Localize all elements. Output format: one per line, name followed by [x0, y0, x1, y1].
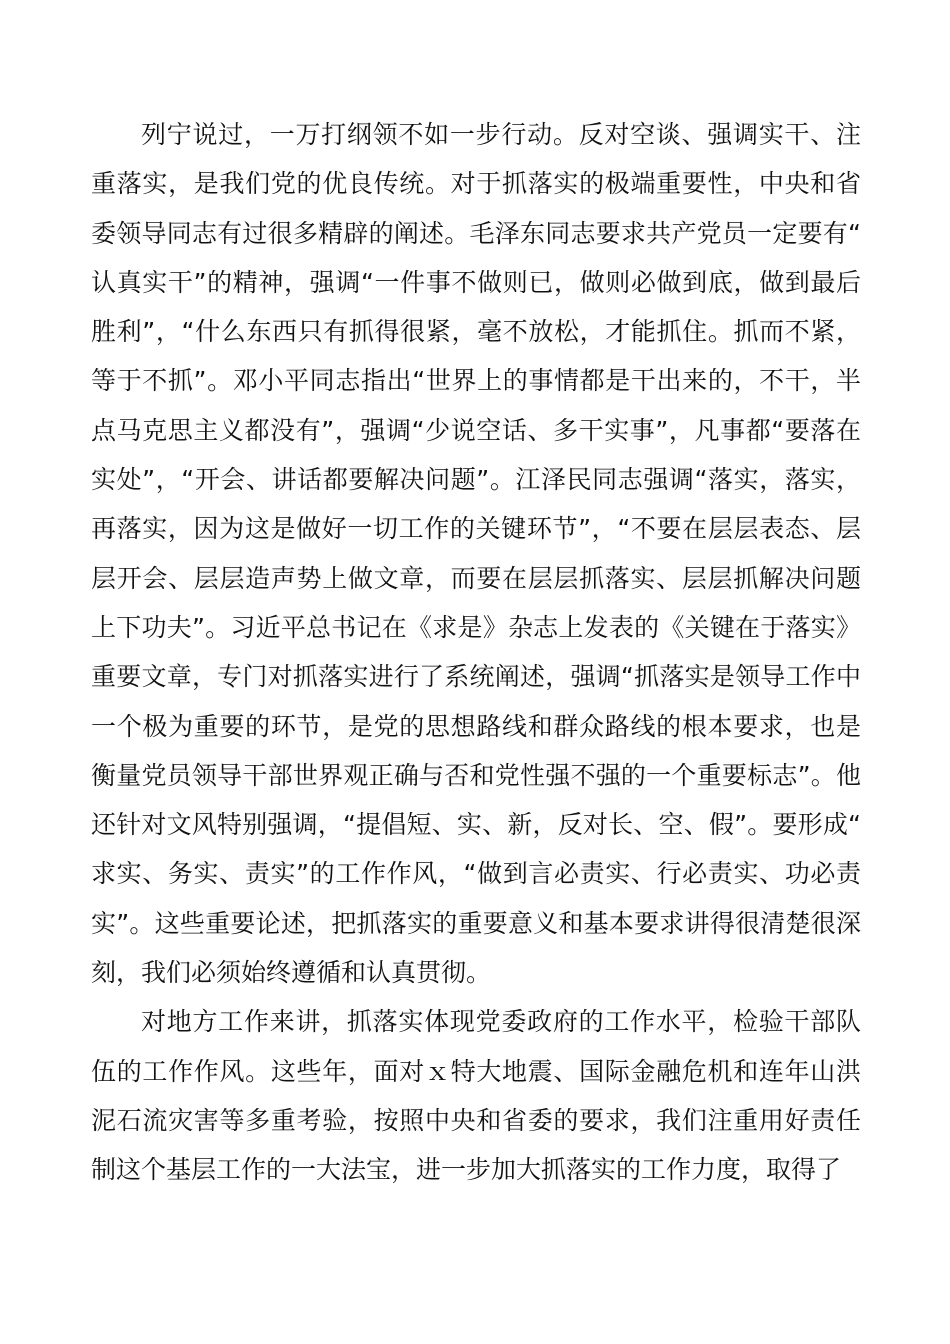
paragraph-1: 列宁说过，一万打纲领不如一步行动。反对空谈、强调实干、注重落实，是我们党的优良传统。对于抓落实的极端重要性，中央和省委领导同志有过很多精辟的阐述。毛泽东同志要求共产党员一定要有“认真实干”的精神，强调“一件事不做则已，做则必做到底，做到最后胜利”，“什么东西只有抓得很紧，毫不放松，才能抓住。抓而不紧，等于不抓”。邓小平同志指出“世界上的事情都是干出来的，不干，半点马克思主义都没有”，强调“少说空话、多干实事”，凡事都“要落在实处”，“开会、讲话都要解决问题”。江泽民同志强调“落实，落实，再落实，因为这是做好一切工作的关键环节”，“不要在层层表态、层层开会、层层造声势上做文章，而要在层层抓落实、层层抓解决问题上下功夫”。习近平总书记在《求是》杂志上发表的《关键在于落实》重要文章，专门对抓落实进行了系统阐述，强调“抓落实是领导工作中一个极为重要的环节，是党的思想路线和群众路线的根本要求，也是衡量党员领导干部世界观正确与否和党性强不强的一个重要标志”。他还针对文风特别强调，“提倡短、实、新，反对长、空、假”。要形成“求实、务实、责实”的工作作风，“做到言必责实、行必责实、功必责实”。这些重要论述，把抓落实的重要意义和基本要求讲得很清楚很深刻，我们必须始终遵循和认真贯彻。	[91, 120, 861, 988]
document-body	[91, 110, 861, 1195]
paragraph-2: 对地方工作来讲，抓落实体现党委政府的工作水平，检验干部队伍的工作作风。这些年，面对ｘ特大地震、国际金融危机和连年山洪泥石流灾害等多重考验，按照中央和省委的要求，我们注重用好责任制这个基层工作的一大法宝，进一步加大抓落实的工作力度，取得了	[91, 1007, 861, 1185]
